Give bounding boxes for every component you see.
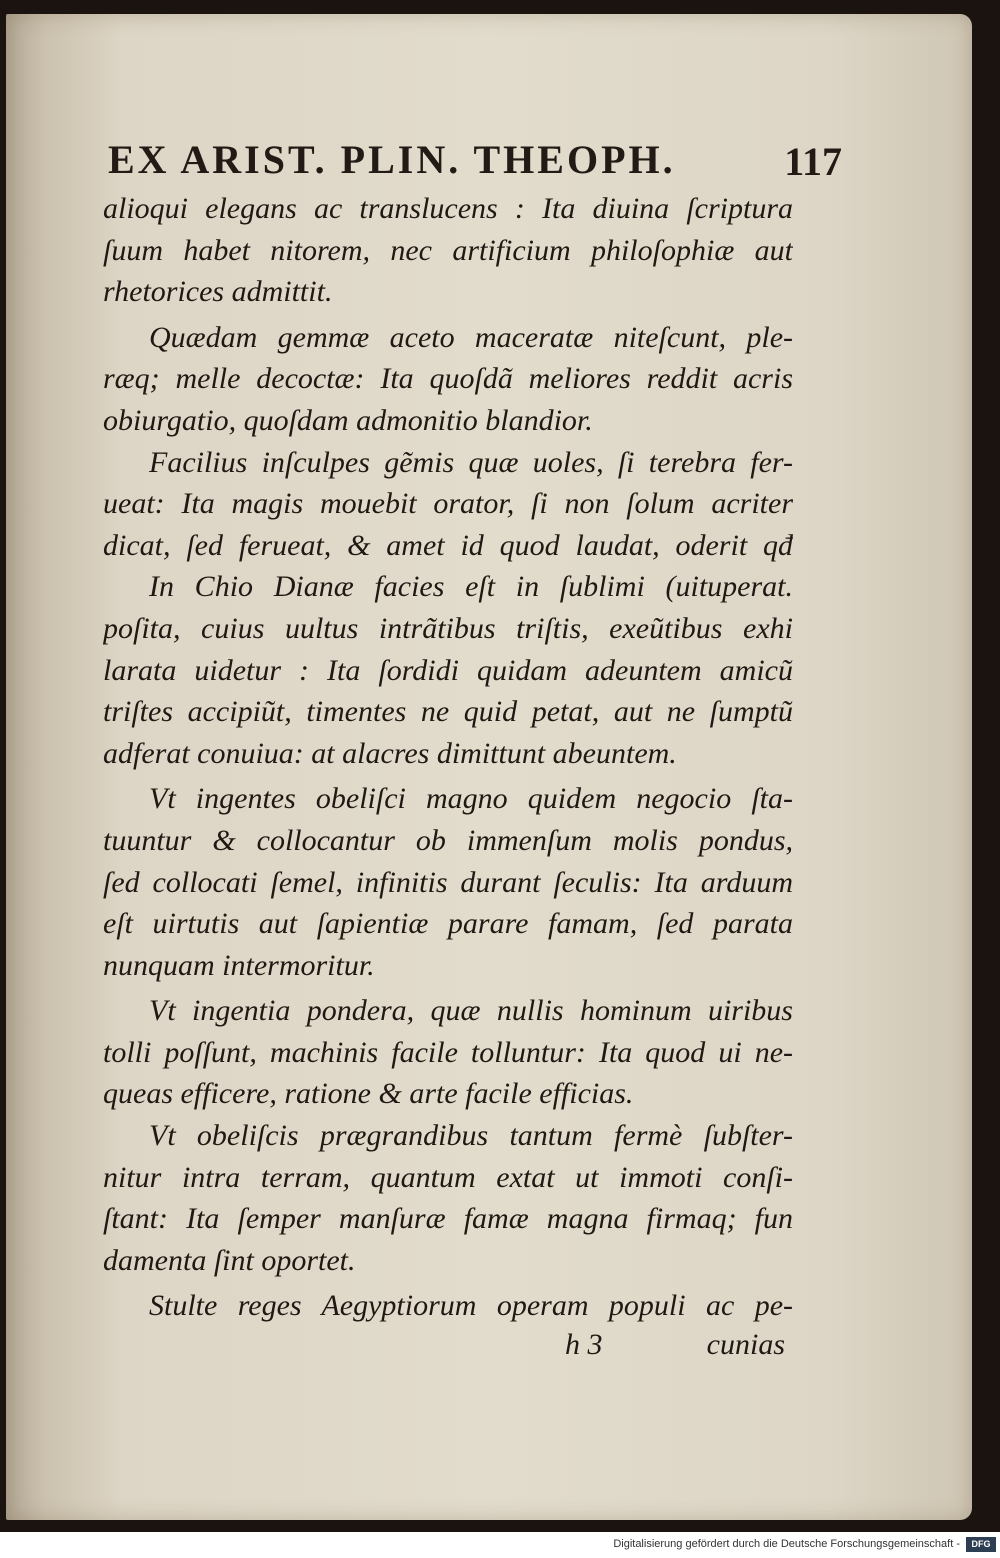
text-line: ſtant: Ita ſemper manſuræ famæ magna firmaq; fun bbox=[103, 1202, 793, 1236]
signature-mark: h 3 bbox=[565, 1328, 603, 1361]
text-line: eſt uirtutis aut ſapientiæ parare famam, ſed parata bbox=[103, 907, 793, 941]
text-line: rhetorices admittit. bbox=[103, 275, 333, 309]
text-line: adferat conuiua: at alacres dimittunt abeuntem. bbox=[103, 736, 677, 770]
text-line: tolli poſſunt, machinis facile tolluntur: Ita quod ui ne- bbox=[103, 1035, 793, 1069]
text-line: queas efficere, ratione & arte facile efficias. bbox=[103, 1077, 634, 1111]
text-line: tuuntur & collocantur ob immenſum molis pondus, bbox=[103, 823, 793, 857]
text-line: Facilius inſculpes gẽmis quæ uoles, ſi terebra fer- bbox=[149, 445, 793, 479]
text-line: triſtes accipiũt, timentes ne quid petat, aut ne ſumptũ bbox=[103, 695, 793, 729]
text-line: Vt ingentia pondera, quæ nullis hominum uiribus bbox=[149, 994, 793, 1028]
text-line: larata uidetur : Ita ſordidi quidam adeuntem amicũ bbox=[103, 653, 793, 687]
text-line: In Chio Dianæ facies eſt in ſublimi (uituperat. bbox=[149, 570, 793, 604]
text-line: dicat, ſed ferueat, & amet id quod laudat, oderit qđ bbox=[103, 528, 793, 562]
text-line: Stulte reges Aegyptiorum operam populi ac pe- bbox=[149, 1289, 793, 1323]
text-line: Vt ingentes obeliſci magno quidem negocio ſta- bbox=[149, 782, 793, 816]
text-line: obiurgatio, quoſdam admonitio blandior. bbox=[103, 403, 593, 437]
text-line: ſuum habet nitorem, nec artificium philoſophiæ aut bbox=[103, 233, 793, 267]
page-number: 117 bbox=[784, 139, 842, 184]
text-line: ræq; melle decoctæ: Ita quoſdã meliores reddit acris bbox=[103, 362, 793, 396]
text-line: Vt obeliſcis prægrandibus tantum fermè ſubſter- bbox=[149, 1119, 793, 1153]
credit-bar bbox=[0, 1532, 1000, 1558]
dfg-logo: DFG bbox=[966, 1537, 996, 1552]
text-line: ueat: Ita magis mouebit orator, ſi non ſolum acriter bbox=[103, 487, 793, 521]
text-line: alioqui elegans ac translucens : Ita diuina ſcriptura bbox=[103, 192, 793, 225]
text-line: ſed collocati ſemel, infinitis durant ſeculis: Ita arduum bbox=[103, 865, 793, 899]
body-text bbox=[103, 188, 793, 1327]
text-line: nitur intra terram, quantum extat ut immoti conſi- bbox=[103, 1160, 793, 1194]
running-head-title: EX ARIST. PLIN. THEOPH. bbox=[108, 137, 676, 182]
credit-text: Digitalisierung gefördert durch die Deutsche Forschungsgemeinschaft - bbox=[613, 1538, 960, 1550]
text-line: nunquam intermoritur. bbox=[103, 948, 375, 982]
text-line: damenta ſint oportet. bbox=[103, 1243, 356, 1277]
text-line: poſita, cuius uultus intrãtibus triſtis, exeũtibus exhi bbox=[103, 611, 793, 645]
catchword: cunias bbox=[706, 1328, 785, 1361]
text-line: Quædam gemmæ aceto maceratæ niteſcunt, ple- bbox=[149, 320, 793, 354]
page-footer bbox=[103, 1328, 793, 1372]
running-head bbox=[108, 136, 848, 186]
